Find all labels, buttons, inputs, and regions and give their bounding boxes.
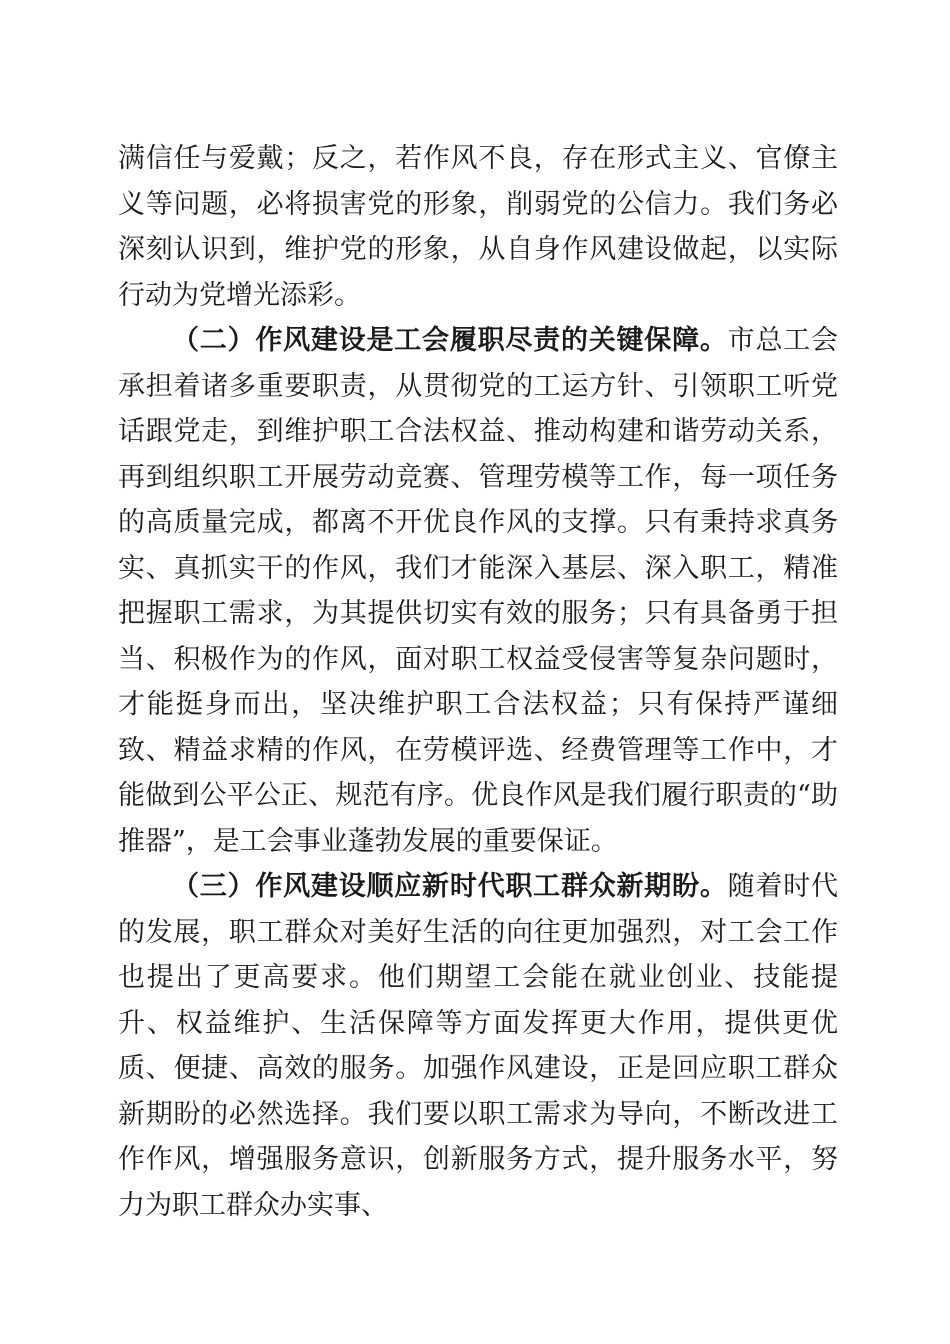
paragraph-section-three [118, 864, 838, 1228]
section-two-heading: （二）作风建设是工会履职尽责的关键保障。 [172, 325, 728, 356]
paragraph-body-text: 市总工会承担着诸多重要职责，从贯彻党的工运方针、引领职工听党话跟党走，到维护职工合法权益、推动构建和谐劳动关系，再到组织职工开展劳动竞赛、管理劳模等工作，每一项任务的高质量完成，都离不开优良作风的支撑。只有秉持求真务实、真抓实干的作风，我们才能深入基层、深入职工，精准把握职工需求，为其提供切实有效的服务；只有具备勇于担当、积极作为的作风，面对职工权益受侵害等复杂问题时，才能挺身而出，坚决维护职工合法权益；只有保持严谨细致、精益求精的作风，在劳模评选、经费管理等工作中，才能做到公平公正、规范有序。优良作风是我们履行职责的“助推器”，是工会事业蓬勃发展的重要保证。 [118, 325, 839, 857]
paragraph-continuation [118, 136, 838, 318]
section-three-heading: （三）作风建设顺应新时代职工群众新期盼。 [172, 871, 728, 902]
paragraph-section-two [118, 318, 838, 864]
paragraph-body-text: 满信任与爱戴；反之，若作风不良，存在形式主义、官僚主义等问题，必将损害党的形象，削弱党的公信力。我们务必深刻认识到，维护党的形象，从自身作风建设做起，以实际行动为党增光添彩。 [118, 143, 838, 311]
document-body [118, 136, 838, 1228]
paragraph-body-text: 随着时代的发展，职工群众对美好生活的向往更加强烈，对工会工作也提出了更高要求。他们期望工会能在就业创业、技能提升、权益维护、生活保障等方面发挥更大作用，提供更优质、便捷、高效的服务。加强作风建设，正是回应职工群众新期盼的必然选择。我们要以职工需求为导向，不断改进工作作风，增强服务意识，创新服务方式，提升服务水平，努力为职工群众办实事、 [118, 871, 839, 1221]
